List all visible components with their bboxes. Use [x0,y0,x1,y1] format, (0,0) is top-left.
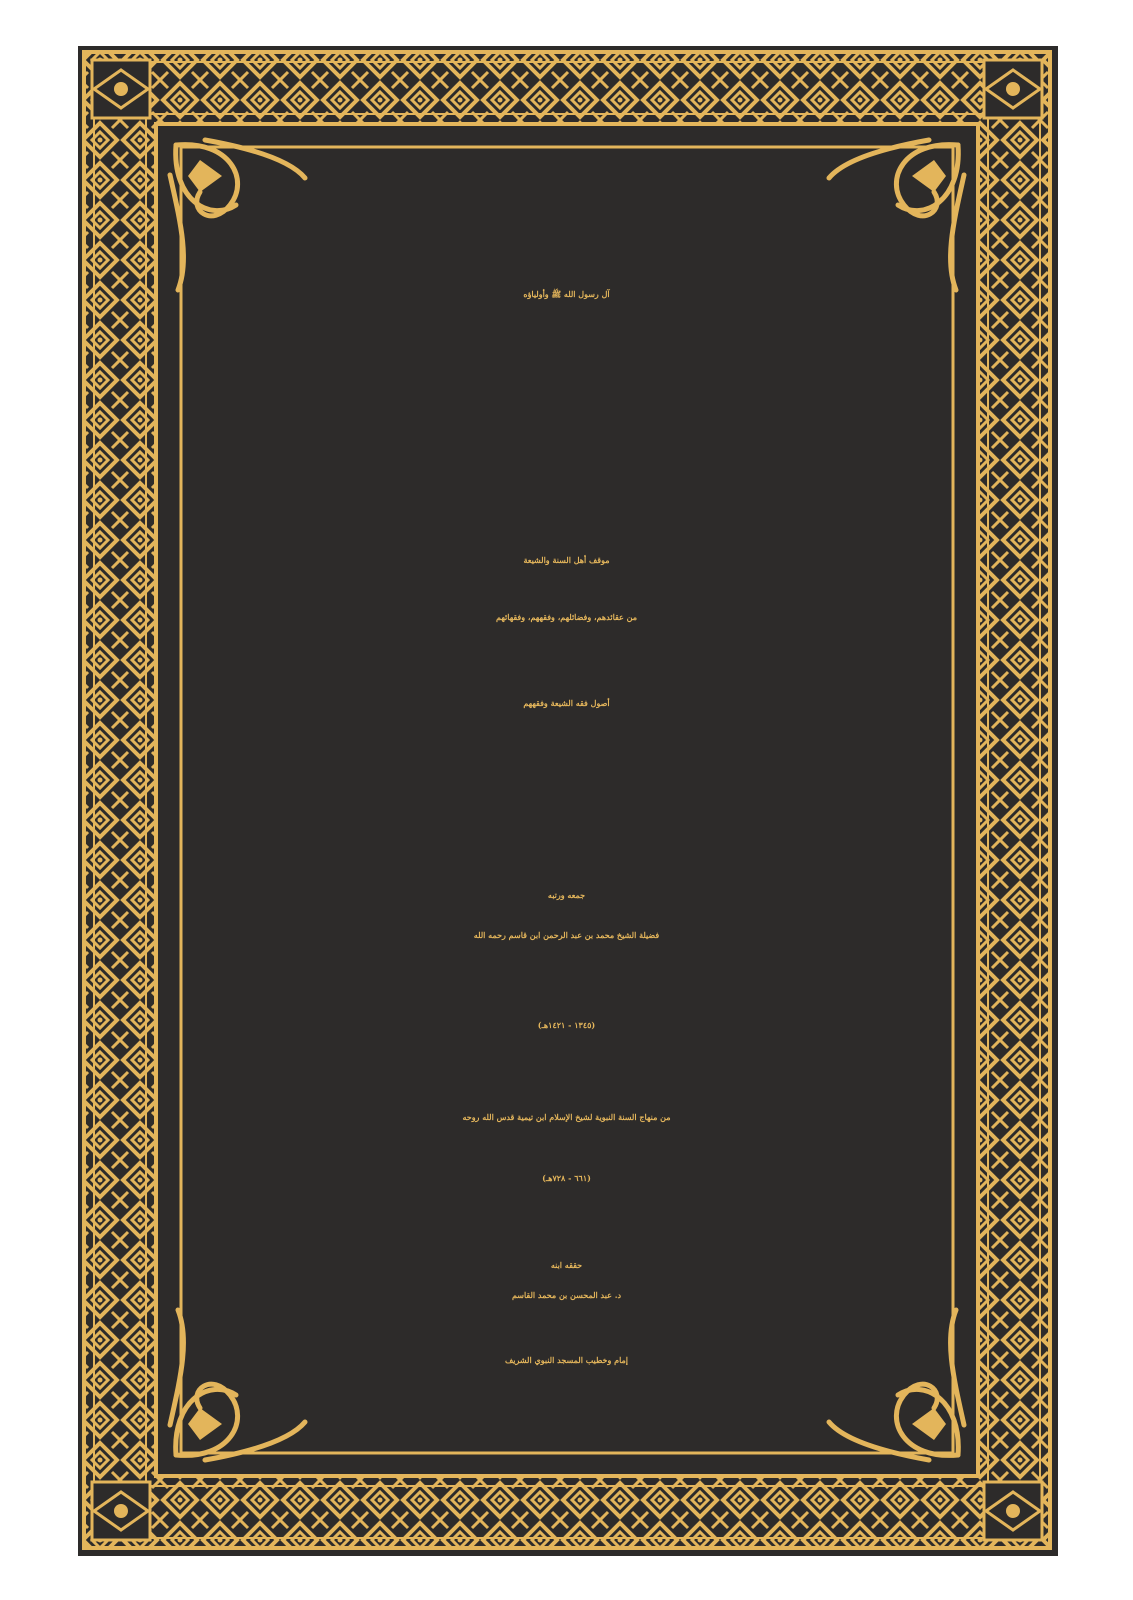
book-title: آل رسول الله ﷺ وأولياؤه [523,289,610,299]
compiled-label: جمعه ورتبه [547,890,586,900]
author-name: فضيلة الشيخ محمد بن عبد الرحمن ابن قاسم رحمه الله [473,930,660,940]
source-line: من منهاج السنة النبوية لشيخ الإسلام ابن تيمية قدس الله روحه [462,1112,671,1122]
source-dates: (٦٦١ - ٧٢٨هـ) [542,1173,591,1183]
edited-label: حققه ابنه [550,1260,583,1270]
subtitle-line-3: أصول فقه الشيعة وفقههم [523,698,610,708]
subtitle-line-1: موقف أهل السنة والشيعة [523,555,610,565]
editor-name: د. عبد المحسن بن محمد القاسم [511,1290,622,1300]
subtitle-line-2: من عقائدهم، وفضائلهم، وفقههم، وفقهائهم [496,612,637,622]
author-dates: (١٣٤٥ - ١٤٢١هـ) [537,1020,596,1030]
editor-role: إمام وخطيب المسجد النبوي الشريف [504,1355,629,1365]
cover-text [183,290,950,1450]
